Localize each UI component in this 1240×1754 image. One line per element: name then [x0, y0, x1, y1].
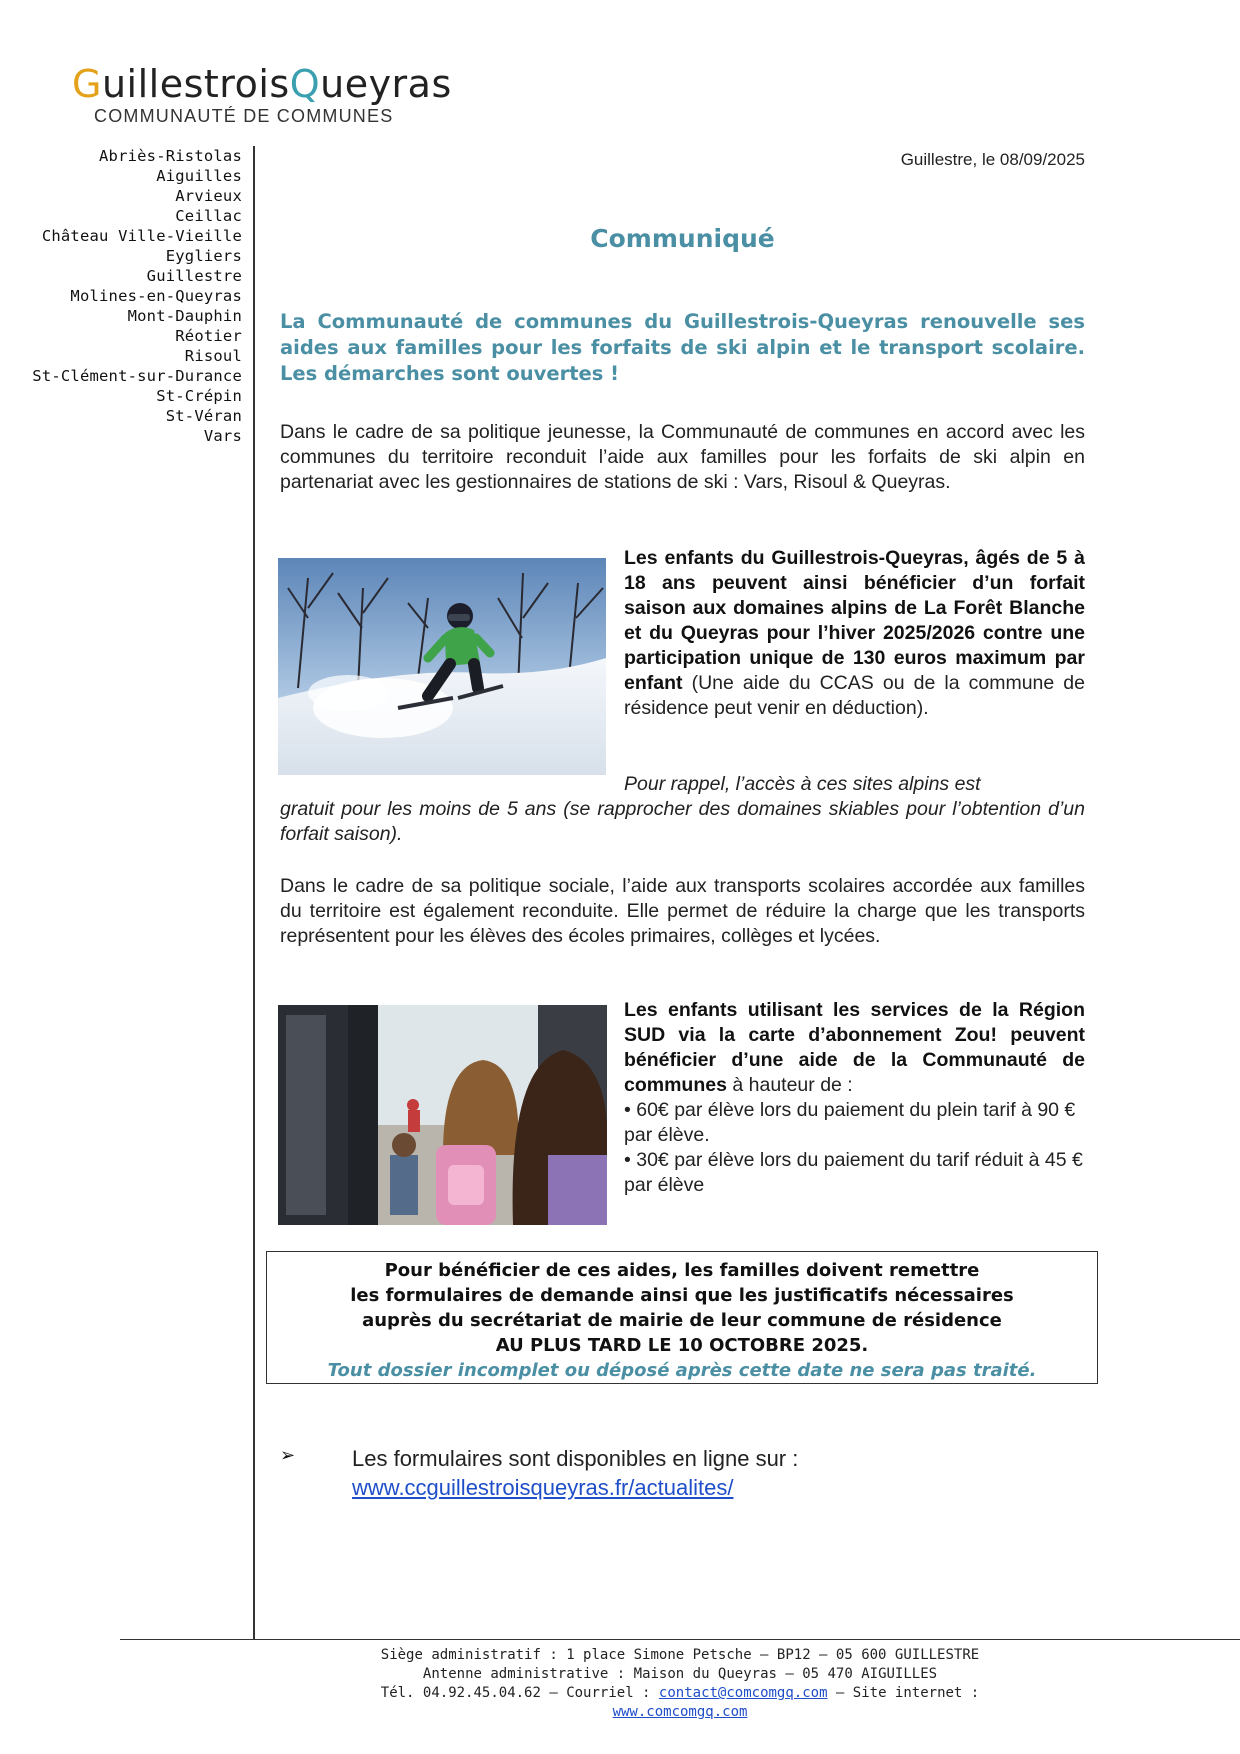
lead-paragraph: La Communauté de communes du Guillestrois-Queyras renouvelle ses aides aux familles pour les forfaits de ski alpin et le transport scolaire. Les démarches sont ouvertes !: [280, 310, 1085, 385]
commune-item: Guillestre: [146, 267, 242, 285]
footer-website-label: – Site internet :: [827, 1685, 980, 1701]
logo-subtitle: COMMUNAUTÉ DE COMMUNES: [94, 106, 394, 126]
paragraph-ski-policy: Dans le cadre de sa politique jeunesse, la Communauté de communes en accord avec les communes du territoire reconduit l’aide aux familles pour les forfaits de ski alpin en partenariat avec les gestionnaires de stations de ski : Vars, Risoul & Queyras.: [280, 421, 1085, 493]
notice-line: auprès du secrétariat de mairie de leur commune de résidence: [362, 1310, 1002, 1331]
forms-availability-text: Les formulaires sont disponibles en ligne sur :: [352, 1446, 799, 1471]
notice-deadline: AU PLUS TARD LE 10 OCTOBRE 2025.: [495, 1335, 869, 1356]
school-bus-photo: [278, 1005, 607, 1225]
ski-eligibility-bold: Les enfants du Guillestrois-Queyras, âgés de 5 à 18 ans peuvent ainsi bénéficier d’un forfait saison aux domaines alpins de La Forêt Blanche et du Queyras pour l’hiver 2025/2026 contre une participation unique de 130 euros maximum par enfant: [624, 547, 1085, 694]
footer-email-link[interactable]: contact@comcomgq.com: [658, 1685, 828, 1701]
paragraph-transport-aid: [624, 998, 1085, 1198]
commune-item: Ceillac: [175, 207, 242, 225]
forms-availability: [352, 1444, 798, 1502]
notice-line: Pour bénéficier de ces aides, les familles doivent remettre: [384, 1260, 980, 1281]
footer-phone: Tél. 04.92.45.04.62 – Courriel :: [380, 1685, 659, 1701]
commune-item: St-Clément-sur-Durance: [32, 367, 242, 385]
ski-eligibility-note: (Une aide du CCAS ou de la commune de résidence peut venir en déduction).: [624, 672, 1085, 719]
commune-item: Arvieux: [175, 187, 242, 205]
arrow-bullet-icon: ➢: [280, 1445, 296, 1466]
commune-item: Aiguilles: [156, 167, 242, 185]
footer-branch-office: Antenne administrative : Maison du Queyras – 05 470 AIGUILLES: [422, 1666, 938, 1682]
transport-aid-bold: Les enfants utilisant les services de la Région SUD via la carte d’abonnement Zou! peuvent bénéficier d’une aide de la Communauté de communes: [624, 999, 1085, 1096]
commune-item: St-Crépin: [156, 387, 242, 405]
commune-item: Réotier: [175, 327, 242, 345]
commune-item: Vars: [203, 427, 242, 445]
commune-item: Château Ville-Vieille: [41, 227, 242, 245]
transport-aid-item: • 60€ par élève lors du paiement du plein tarif à 90 € par élève.: [624, 1099, 1076, 1146]
commune-item: Risoul: [184, 347, 242, 365]
communes-list: [20, 146, 242, 446]
commune-item: Eygliers: [165, 247, 242, 265]
paragraph-reminder-part1: Pour rappel, l’accès à ces sites alpins est: [624, 773, 981, 795]
document-date: Guillestre, le 08/09/2025: [900, 150, 1085, 169]
footer: [320, 1646, 1040, 1722]
footer-divider: [120, 1639, 1240, 1640]
logo-q-initial: Q: [289, 62, 321, 106]
commune-item: Abriès-Ristolas: [99, 147, 242, 165]
page-title: Communiqué: [590, 224, 775, 253]
bus-illustration: [278, 1005, 607, 1225]
transport-aid-intro: [624, 998, 1085, 1098]
footer-head-office: Siège administratif : 1 place Simone Petsche – BP12 – 05 600 GUILLESTRE: [380, 1647, 980, 1663]
paragraph-reminder-part2: gratuit pour les moins de 5 ans (se rapprocher des domaines skiables pour l’obtention d’un forfait saison).: [280, 798, 1085, 845]
transport-aid-item: • 30€ par élève lors du paiement du tarif réduit à 45 € par élève: [624, 1149, 1083, 1196]
notice-warning: Tout dossier incomplet ou déposé après cette date ne sera pas traité.: [327, 1360, 1037, 1381]
notice-line: les formulaires de demande ainsi que les justificatifs nécessaires: [350, 1285, 1014, 1306]
commune-item: Molines-en-Queyras: [70, 287, 242, 305]
logo: [72, 62, 452, 127]
ski-illustration: [278, 558, 606, 775]
footer-website-link[interactable]: www.comcomgq.com: [612, 1704, 748, 1720]
paragraph-transport-policy: Dans le cadre de sa politique sociale, l’aide aux transports scolaires accordée aux familles du territoire est également reconduite. Elle permet de réduire la charge que les transports représentent pour les élèves des écoles primaires, collèges et lycées.: [280, 875, 1085, 947]
forms-link[interactable]: www.ccguillestroisqueyras.fr/actualites/: [352, 1475, 734, 1500]
logo-brand-part1: uillestrois: [101, 62, 290, 106]
logo-g-initial: G: [72, 62, 102, 106]
transport-aid-amount-label: à hauteur de :: [726, 1074, 853, 1096]
ski-photo: [278, 558, 606, 775]
paragraph-ski-eligibility: [624, 546, 1085, 721]
logo-wordmark: [72, 62, 452, 106]
vertical-divider: [253, 146, 255, 1640]
commune-item: Mont-Dauphin: [127, 307, 242, 325]
deadline-notice-box: [266, 1251, 1098, 1384]
logo-brand-part2: ueyras: [320, 62, 452, 106]
commune-item: St-Véran: [165, 407, 242, 425]
footer-contact: [320, 1684, 1040, 1722]
